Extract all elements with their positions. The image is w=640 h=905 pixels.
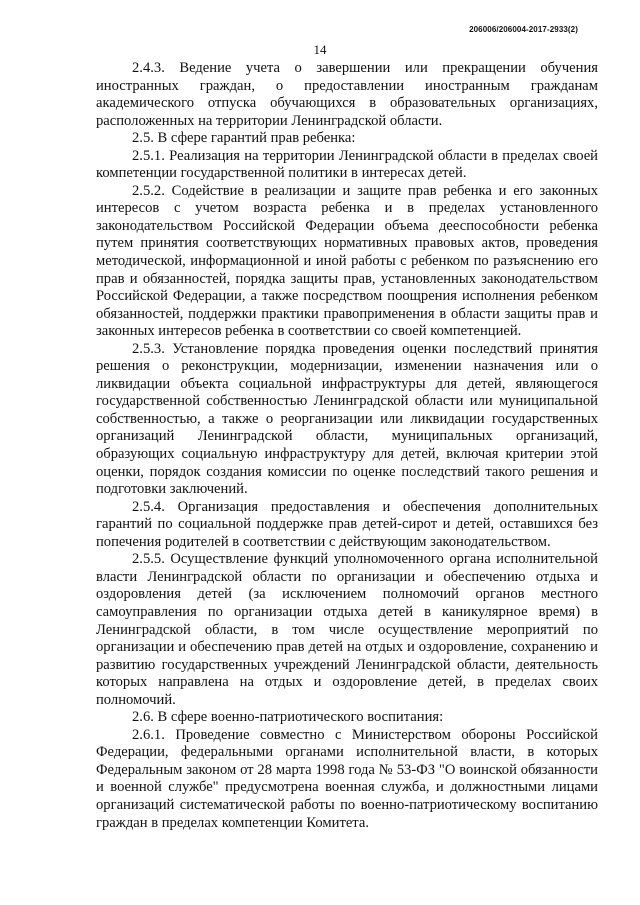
section-2-5-heading: 2.5. В сфере гарантий прав ребенка: xyxy=(132,130,356,147)
paragraph-2-5-4: 2.5.4. Организация предоставления и обеспечения дополнительных гарантий по социальной поддержке прав детей-сирот и детей, оставшихся без попечения родителей в соответствии с действующим законодательством. xyxy=(96,498,598,550)
paragraph-2-4-3: 2.4.3. Ведение учета о завершении или прекращении обучения иностранных граждан, о предоставлении иностранным гражданам академического отпуска обучающихся в образовательных организациях, расположенных на территории Ленинградской области. xyxy=(96,60,598,129)
paragraph-2-6-1: 2.6.1. Проведение совместно с Министерством обороны Российской Федерации, федеральными органами исполнительной власти, в которых Федеральным законом от 28 марта 1998 года № 53-ФЗ "О воинской обязанности и военной службе" предусмотрена военная служба, и должностными лицами организаций систематической работы по военно-патриотическому воспитанию граждан в пределах компетенции Комитета. xyxy=(96,726,598,831)
paragraph-2-5-2: 2.5.2. Содействие в реализации и защите прав ребенка и его законных интересов с учетом возраста ребенка и в пределах установленного законодательством Российской Федерации объема дееспособности ребенка путем принятия соответствующих нормативных правовых актов, проведения методической, информационной и иной работы с ребенком по разъяснению его прав и обязанностей, порядка защиты прав, установленных законодательством Российской Федерации, а также посредством поощрения исполнения ребенком обязанностей, поддержки практики правоприменения в области защиты прав и законных интересов ребенка в соответствии со своей компетенцией. xyxy=(96,182,598,340)
paragraph-2-5-5: 2.5.5. Осуществление функций уполномоченного органа исполнительной власти Ленинградской области по организации и обеспечению отдыха и оздоровления детей (за исключением полномочий органов местного самоуправления по организации отдыха детей в каникулярное время) в Ленинградской области, в том числе осуществление мероприятий по организации и обеспечению прав детей на отдых и оздоровление, сохранению и развитию государственных учреждений Ленинградской области, деятельность которых направлена на отдых и оздоровление детей, в пределах своих полномочий. xyxy=(96,551,598,708)
document-body xyxy=(96,60,598,832)
document-id: 206006/206004-2017-2933(2) xyxy=(469,25,578,34)
paragraph-2-5-1: 2.5.1. Реализация на территории Ленинградской области в пределах своей компетенции государственной политики в интересах детей. xyxy=(96,147,598,182)
section-2-6-heading: 2.6. В сфере военно-патриотического воспитания: xyxy=(132,709,444,726)
page-number: 14 xyxy=(313,42,327,57)
paragraph-2-5-3: 2.5.3. Установление порядка проведения оценки последствий принятия решения о реконструкции, модернизации, изменении назначения или о ликвидации объекта социальной инфраструктуры для детей, являющегося государственной собственностью Ленинградской области или муниципальной собственностью, а также о реорганизации или ликвидации государственных организаций Ленинградской области, муниципальных организаций, образующих социальную инфраструктуру для детей, включая критерии этой оценки, порядок создания комиссии по оценке последствий такого решения и подготовки заключений. xyxy=(96,340,598,498)
